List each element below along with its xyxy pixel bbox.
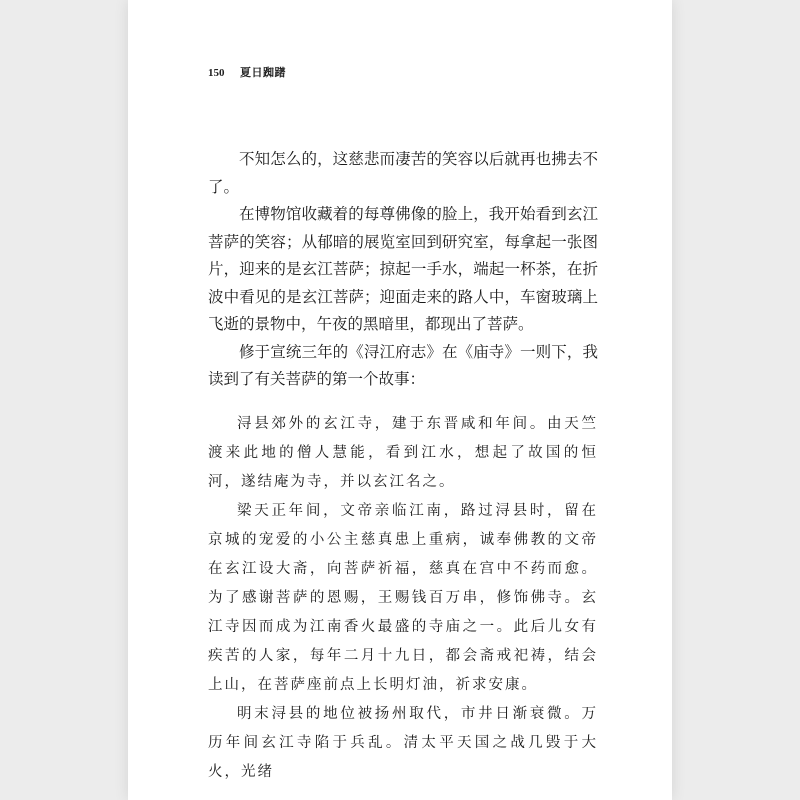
book-title: 夏日踟躇 [240,66,286,79]
page-number: 150 [208,67,225,79]
quote-paragraph: 明末浔县的地位被扬州取代，市井日渐衰微。万历年间玄江寺陷于兵乱。清太平天国之战几毁于大火，光绪 [208,706,598,780]
running-head [208,66,286,80]
quote-paragraph: 浔县郊外的玄江寺，建于东晋咸和年间。由天竺渡来此地的僧人慧能，看到江水，想起了故国的恒河，遂结庵为寺，并以玄江名之。 [208,416,598,490]
paragraph: 不知怎么的，这慈悲而凄苦的笑容以后就再也拂去不了。 [208,150,598,196]
paragraph: 修于宣统三年的《浔江府志》在《庙寺》一则下，我读到了有关菩萨的第一个故事： [208,342,598,388]
quote-paragraph: 梁天正年间，文帝亲临江南，路过浔县时，留在京城的宠爱的小公主慈真患上重病，诚奉佛教的文帝在玄江设大斋，向菩萨祈福，慈真在宫中不药而愈。为了感谢菩萨的恩赐，王赐钱百万串，修饰佛寺。玄江寺因而成为江南香火最盛的寺庙之一。此后儿女有疾苦的人家，每年二月十九日，都会斋戒祀祷，结会上山，在菩萨座前点上长明灯油，祈求安康。 [208,503,598,693]
book-page [128,0,672,800]
paragraph: 在博物馆收藏着的每尊佛像的脸上，我开始看到玄江菩萨的笑容；从郁暗的展览室回到研究室，每拿起一张图片，迎来的是玄江菩萨；掠起一手水，端起一杯茶，在折波中看见的是玄江菩萨；迎面走来的路人中，车窗玻璃上飞逝的景物中，午夜的黑暗里，都现出了菩萨。 [208,205,598,333]
quoted-excerpt [208,410,598,787]
prose-section [208,146,598,394]
